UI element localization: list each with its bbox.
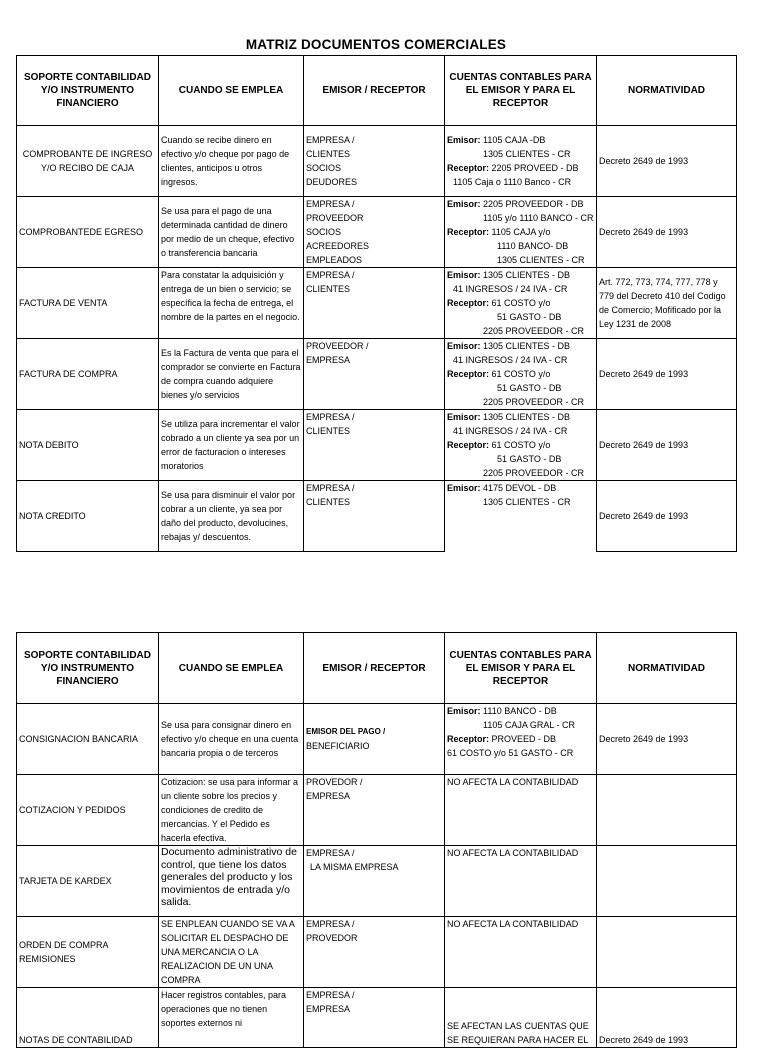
header-normatividad: NORMATIVIDAD: [597, 633, 737, 704]
actor-line: EMPRESA /: [306, 199, 355, 209]
doc-accounts: [445, 917, 597, 988]
doc-actors: [304, 197, 445, 268]
account-role-label: Emisor:: [447, 483, 481, 493]
actor-line: EMPRESA /: [306, 919, 355, 929]
account-role-label: Emisor:: [447, 706, 481, 716]
doc-actors: [304, 339, 445, 410]
account-line: Receptor: 1105 CAJA y/o: [447, 227, 551, 237]
account-line: 1305 CLIENTES - CR: [483, 149, 571, 159]
doc-name: NOTA CREDITO: [17, 481, 159, 552]
doc-accounts: [445, 197, 597, 268]
actor-line: EMPRESA: [306, 791, 351, 801]
table-row: [17, 988, 737, 1048]
doc-name: NOTA DEBITO: [17, 410, 159, 481]
documents-table-1: [16, 55, 737, 552]
doc-use: Es la Factura de venta que para el comprador se convierte en Factura de compra cuando adquiere bienes y/o servicios: [159, 339, 304, 410]
doc-accounts: [445, 410, 597, 481]
doc-norm: Decreto 2649 de 1993: [597, 481, 737, 552]
doc-name: FACTURA DE COMPRA: [17, 339, 159, 410]
doc-actors: [304, 481, 445, 552]
doc-name: TARJETA DE KARDEX: [17, 846, 159, 917]
account-line: 1105 y/o 1110 BANCO - CR: [483, 213, 594, 223]
actor-line: CLIENTES: [306, 149, 351, 159]
documents-table-2: [16, 632, 737, 1048]
account-role-label: Emisor:: [447, 135, 481, 145]
account-role-label: Receptor:: [447, 369, 490, 379]
actor-line: PROVEEDOR /: [306, 341, 369, 351]
document-title: MATRIZ DOCUMENTOS COMERCIALES: [245, 37, 507, 52]
actor-line: EMPRESA: [306, 1004, 351, 1014]
account-role-label: Emisor:: [447, 199, 481, 209]
actor-line: SOCIOS: [306, 163, 342, 173]
account-role-label: Receptor:: [447, 440, 490, 450]
account-line: 51 GASTO - DB: [497, 312, 562, 322]
doc-actors: [304, 126, 445, 197]
account-line: Emisor: 1305 CLIENTES - DB: [447, 341, 571, 351]
actor-line: PROVEDOR /: [306, 777, 363, 787]
account-role-label: Emisor:: [447, 412, 481, 422]
doc-accounts: [445, 268, 597, 339]
doc-use: SE ENPLEAN CUANDO SE VA A SOLICITAR EL DESPACHO DE UNA MERCANCIA O LA REALIZACION DE UN UNA COMPRA: [159, 917, 304, 988]
actor-line: PROVEDOR: [306, 933, 358, 943]
doc-use: Documento administrativo de control, que tiene los datos generales del producto y los movimientos de entrada y/o salida.: [159, 846, 304, 917]
doc-use: Para constatar la adquisición y entrega de un bien o servicio; se específica la fecha de entrega, el nombre de la partes en el negocio.: [159, 268, 304, 339]
actor-line: CLIENTES: [306, 497, 351, 507]
account-line: 1305 CLIENTES - CR: [483, 497, 571, 507]
table-row: [17, 917, 737, 988]
account-line: Emisor: 4175 DEVOL - DB: [447, 483, 557, 493]
account-line: 2205 PROVEEDOR - CR: [483, 468, 585, 478]
doc-name: COMPROBANTE DE INGRESO Y/O RECIBO DE CAJA: [17, 126, 159, 197]
account-line: Receptor: 61 COSTO y/o: [447, 298, 551, 308]
doc-actors: [304, 268, 445, 339]
account-line: 2205 PROVEEDOR - CR: [483, 397, 585, 407]
actor-line: EMPRESA /: [306, 270, 355, 280]
account-line: 2205 PROVEEDOR - CR: [483, 326, 585, 336]
table-row: [17, 775, 737, 846]
actor-line: CLIENTES: [306, 426, 351, 436]
header-cuando: CUANDO SE EMPLEA: [159, 633, 304, 704]
account-line: 1305 CLIENTES - CR: [497, 255, 585, 265]
account-role-label: Receptor:: [447, 227, 490, 237]
account-line: Emisor: 2205 PROVEEDOR - DB: [447, 199, 584, 209]
actor-line: EMPRESA /: [306, 990, 355, 1000]
doc-actors: [304, 846, 445, 917]
account-line: 41 INGRESOS / 24 IVA - CR: [453, 355, 568, 365]
account-line: Receptor: 61 COSTO y/o: [447, 440, 551, 450]
account-line: 61 COSTO y/o 51 GASTO - CR: [447, 748, 574, 758]
account-line: NO AFECTA LA CONTABILIDAD: [447, 777, 579, 787]
doc-name: NOTAS DE CONTABILIDAD: [17, 988, 159, 1048]
actor-line: EMPRESA /: [306, 483, 355, 493]
doc-use: Se usa para consignar dinero en efectivo y/o cheque en una cuenta bancaria propia o de terceros: [159, 704, 304, 775]
doc-name: COTIZACION Y PEDIDOS: [17, 775, 159, 846]
account-line: 41 INGRESOS / 24 IVA - CR: [453, 284, 568, 294]
header-normatividad: NORMATIVIDAD: [597, 56, 737, 126]
doc-norm: Decreto 2649 de 1993: [597, 988, 737, 1048]
table-row: [17, 126, 737, 197]
account-line: Receptor: 2205 PROVEED - DB: [447, 163, 579, 173]
header-emisor: EMISOR / RECEPTOR: [304, 633, 445, 704]
table-row: [17, 268, 737, 339]
doc-norm: Decreto 2649 de 1993: [597, 704, 737, 775]
table-row: [17, 410, 737, 481]
account-line: 1110 BANCO- DB: [497, 241, 569, 251]
account-role-label: Receptor:: [447, 298, 490, 308]
actor-line: ACREEDORES: [306, 241, 370, 251]
account-role-label: Emisor:: [447, 270, 481, 280]
actor-line: EMPRESA: [306, 355, 351, 365]
doc-norm: [597, 846, 737, 917]
doc-use: Cuando se recibe dinero en efectivo y/o cheque por pago de clientes, anticipos u otros ingresos.: [159, 126, 304, 197]
table-header-row: [17, 56, 737, 126]
header-cuentas: CUENTAS CONTABLES PARA EL EMISOR Y PARA EL RECEPTOR: [445, 56, 597, 126]
doc-norm: Decreto 2649 de 1993: [597, 197, 737, 268]
account-line: Emisor: 1110 BANCO - DB: [447, 706, 557, 716]
actor-line: BENEFICIARIO: [306, 741, 370, 751]
actor-line: EMPLEADOS: [306, 255, 363, 265]
doc-accounts: [445, 126, 597, 197]
header-soporte: SOPORTE CONTABILIDAD Y/O INSTRUMENTO FINANCIERO: [17, 633, 159, 704]
doc-name: CONSIGNACION BANCARIA: [17, 704, 159, 775]
account-line: 1105 Caja o 1110 Banco - CR: [453, 177, 572, 187]
table-row: [17, 339, 737, 410]
actor-line: EMISOR DEL PAGO /: [306, 727, 386, 736]
doc-name: COMPROBANTEDE EGRESO: [17, 197, 159, 268]
doc-accounts: [445, 775, 597, 846]
doc-accounts: [445, 704, 597, 775]
actor-line: SOCIOS: [306, 227, 342, 237]
doc-norm: Art. 772, 773, 774, 777, 778 y 779 del Decreto 410 del Codigo de Comercio; Mofificado por la Ley 1231 de 2008: [597, 268, 737, 339]
actor-line: LA MISMA EMPRESA: [310, 862, 399, 872]
doc-actors: [304, 775, 445, 846]
doc-norm: Decreto 2649 de 1993: [597, 339, 737, 410]
account-line: Emisor: 1305 CLIENTES - DB: [447, 270, 571, 280]
table-row: [17, 846, 737, 917]
doc-name: ORDEN DE COMPRA REMISIONES: [17, 917, 159, 988]
account-line: Emisor: 1305 CLIENTES - DB: [447, 412, 571, 422]
doc-use: Cotizacion: se usa para informar a un cliente sobre los precios y condiciones de credito de mercancias. Y el Pedido es hacerla efectiva.: [159, 775, 304, 846]
doc-use: Hacer registros contables, para operaciones que no tienen soportes externos ni: [159, 988, 304, 1048]
doc-name: FACTURA DE VENTA: [17, 268, 159, 339]
doc-norm: Decreto 2649 de 1993: [597, 410, 737, 481]
doc-accounts: [445, 846, 597, 917]
account-line: 41 INGRESOS / 24 IVA - CR: [453, 426, 568, 436]
actor-line: EMPRESA /: [306, 412, 355, 422]
doc-accounts: [445, 988, 597, 1048]
header-emisor: EMISOR / RECEPTOR: [304, 56, 445, 126]
account-line: Emisor: 1105 CAJA -DB: [447, 135, 546, 145]
account-line: Receptor: 61 COSTO y/o: [447, 369, 551, 379]
account-line: 1105 CAJA GRAL - CR: [483, 720, 576, 730]
table-row: [17, 704, 737, 775]
table-row: [17, 481, 737, 552]
account-line: NO AFECTA LA CONTABILIDAD: [447, 848, 579, 858]
doc-actors: [304, 917, 445, 988]
account-role-label: Receptor:: [447, 163, 490, 173]
doc-actors: [304, 988, 445, 1048]
doc-actors: [304, 410, 445, 481]
actor-line: EMPRESA /: [306, 135, 355, 145]
account-role-label: Receptor:: [447, 734, 490, 744]
account-line: Receptor: PROVEED - DB: [447, 734, 557, 744]
table-header-row: [17, 633, 737, 704]
account-line: 51 GASTO - DB: [497, 383, 562, 393]
account-line: NO AFECTA LA CONTABILIDAD: [447, 919, 579, 929]
header-soporte: SOPORTE CONTABILIDAD Y/O INSTRUMENTO FINANCIERO: [17, 56, 159, 126]
doc-norm: [597, 917, 737, 988]
account-role-label: Emisor:: [447, 341, 481, 351]
header-cuando: CUANDO SE EMPLEA: [159, 56, 304, 126]
doc-accounts: [445, 339, 597, 410]
doc-use: Se utiliza para incrementar el valor cobrado a un cliente ya sea por un error de facturacion o intereses moratorios: [159, 410, 304, 481]
account-line: 51 GASTO - DB: [497, 454, 562, 464]
doc-norm: Decreto 2649 de 1993: [597, 126, 737, 197]
table-row: [17, 197, 737, 268]
actor-line: DEUDORES: [306, 177, 358, 187]
actor-line: EMPRESA /: [306, 848, 355, 858]
doc-actors: [304, 704, 445, 775]
actor-line: CLIENTES: [306, 284, 351, 294]
account-line: SE AFECTAN LAS CUENTAS QUE SE REQUIERAN PARA HACER EL: [447, 1021, 589, 1045]
doc-use: Se usa para el pago de una determinada cantidad de dinero por medio de un cheque, efectivo o transferencia bancaria: [159, 197, 304, 268]
actor-line: PROVEEDOR: [306, 213, 364, 223]
header-cuentas: CUENTAS CONTABLES PARA EL EMISOR Y PARA EL RECEPTOR: [445, 633, 597, 704]
doc-use: Se usa para disminuir el valor por cobrar a un cliente, ya sea por daño del producto, devolucines, rebajas y/ descuentos.: [159, 481, 304, 552]
doc-accounts: [445, 481, 597, 552]
doc-norm: [597, 775, 737, 846]
